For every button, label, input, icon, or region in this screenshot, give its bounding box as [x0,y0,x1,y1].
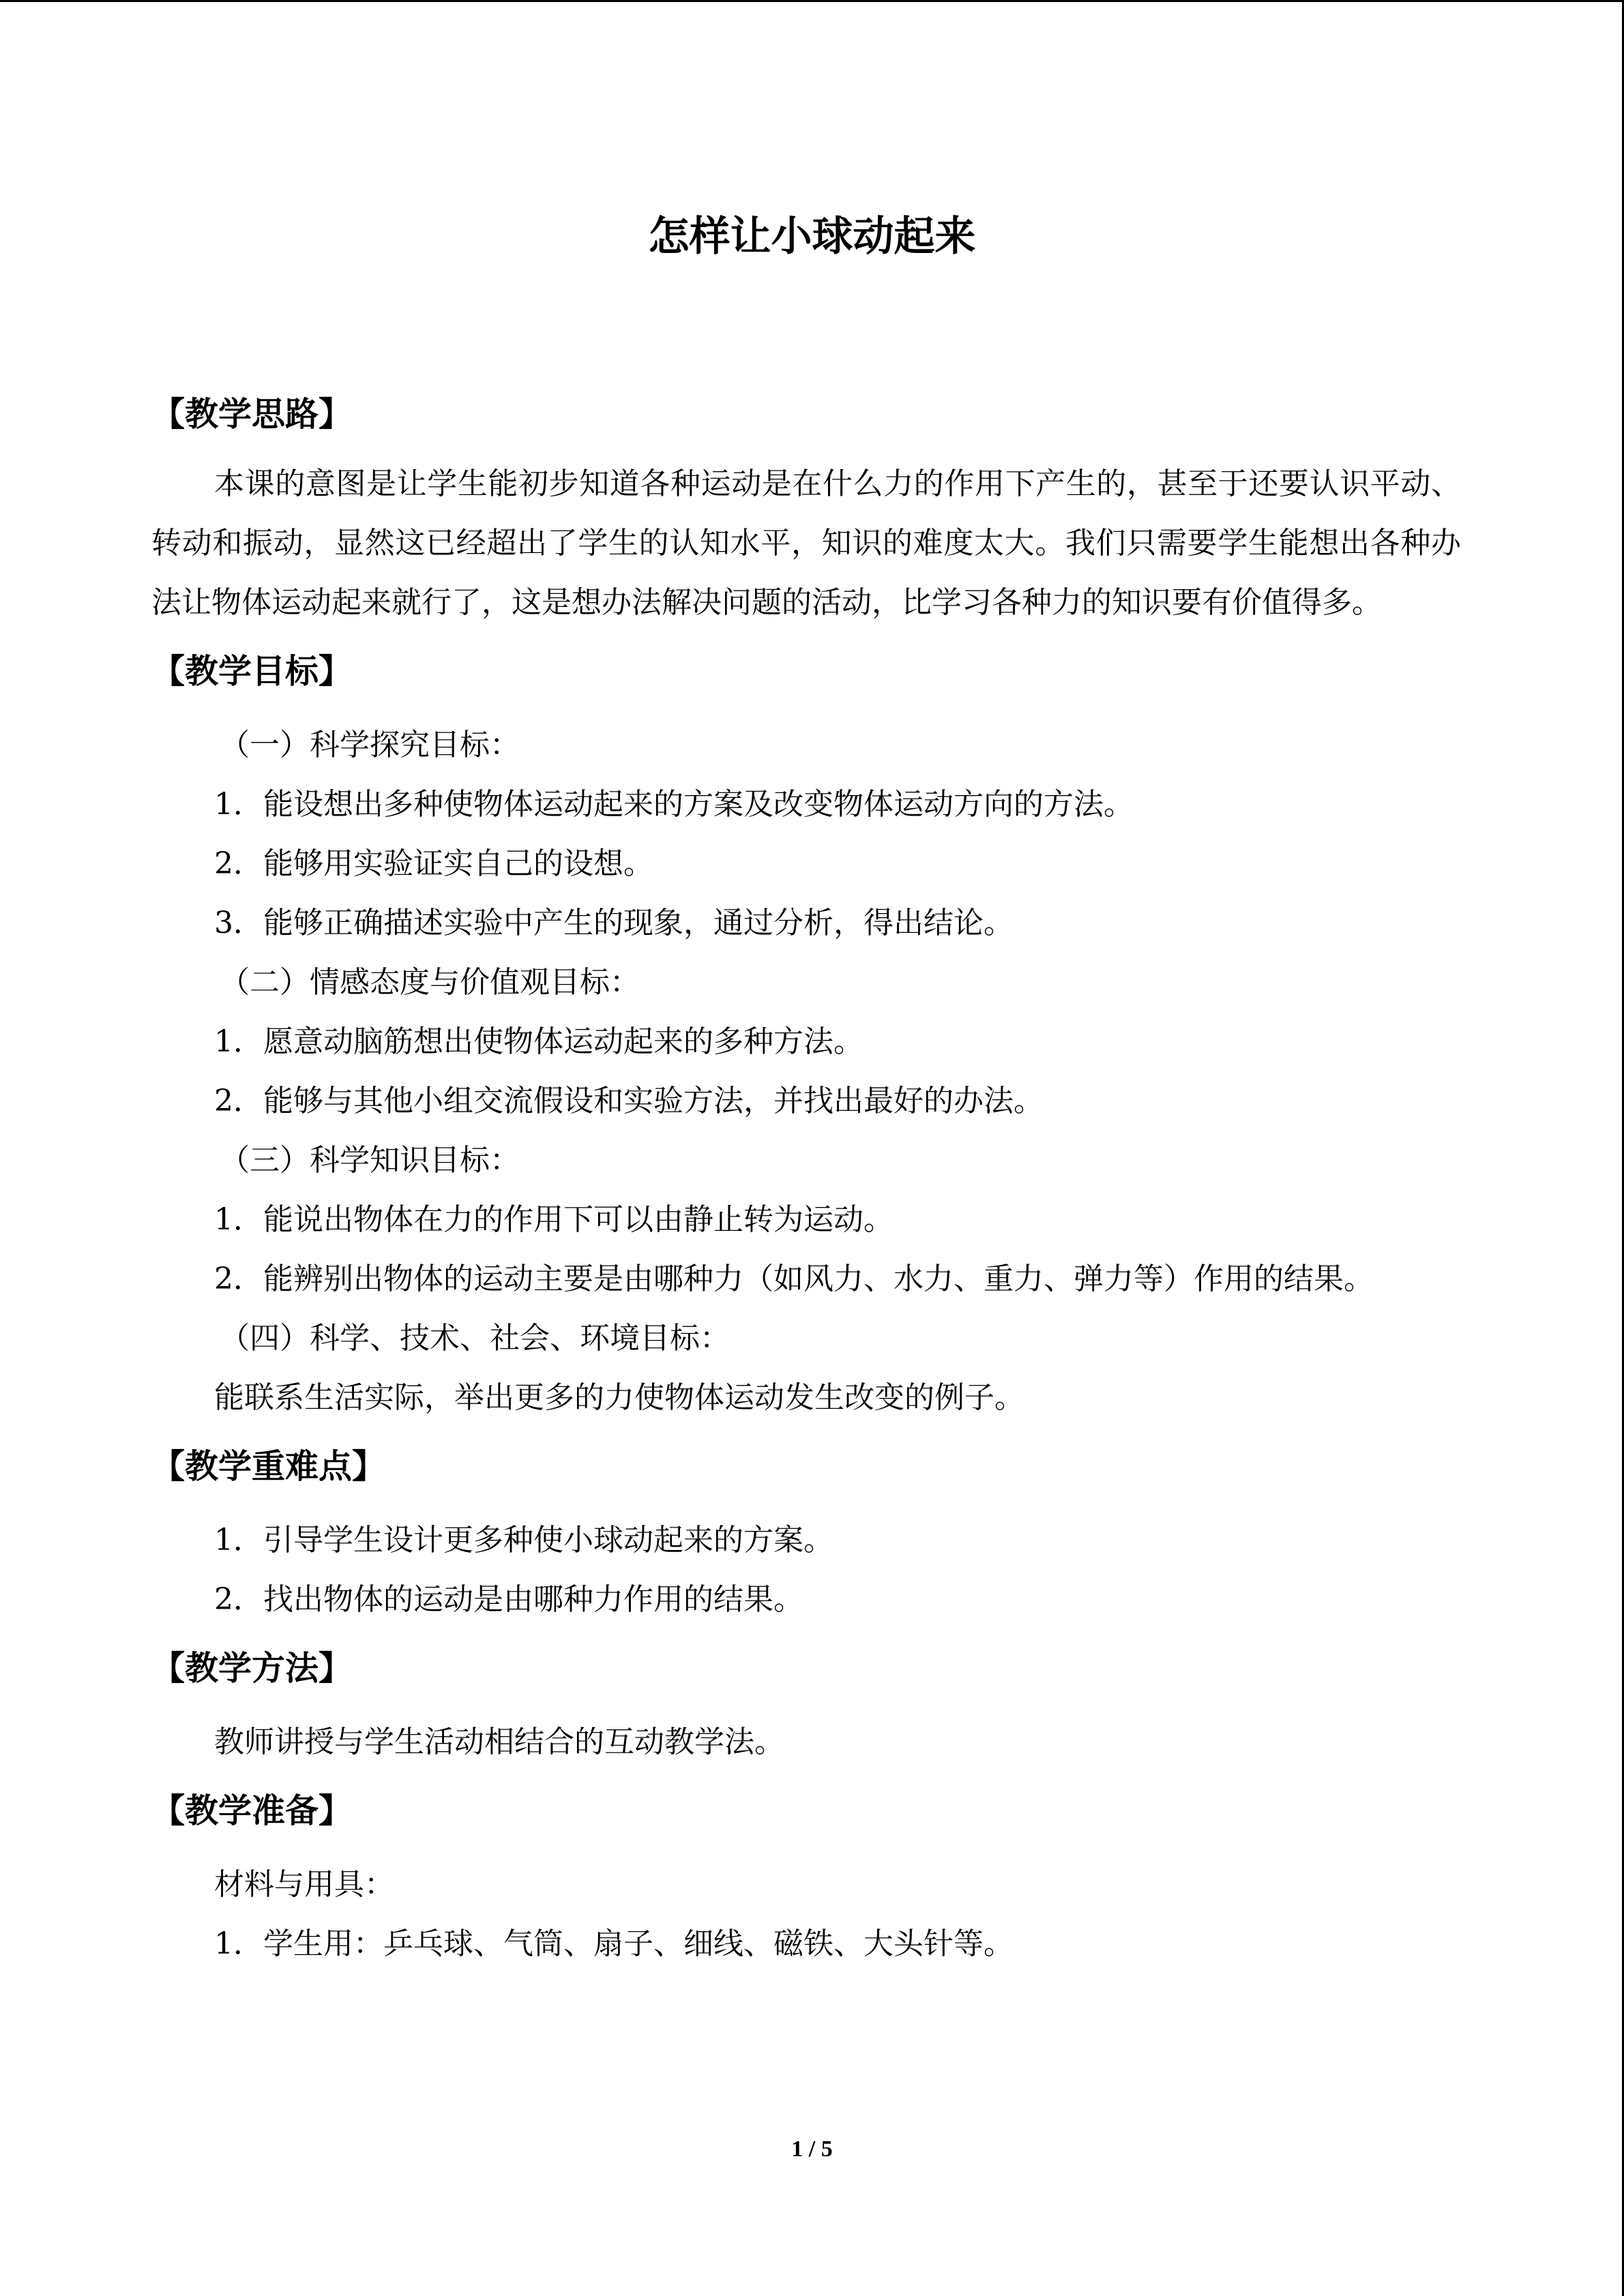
goal-line: 1．能设想出多种使物体运动起来的方案及改变物体运动方向的方法。 [214,787,1134,822]
preparation-line: 材料与用具： [214,1867,394,1902]
page-number: 1 / 5 [791,2136,833,2162]
preparation-line: 1．学生用：乒乓球、气筒、扇子、细线、磁铁、大头针等。 [214,1926,1014,1961]
goal-line: （四）科学、技术、社会、环境目标： [220,1321,730,1356]
goal-line: 1．愿意动脑筋想出使物体运动起来的多种方法。 [214,1024,863,1059]
goal-line: 2．能够与其他小组交流假设和实验方法，并找出最好的办法。 [214,1084,1044,1118]
heading-key-points: 【教学重难点】 [151,1447,386,1486]
goal-line: 1．能说出物体在力的作用下可以由静止转为运动。 [214,1202,894,1237]
goal-line: 能联系生活实际，举出更多的力使物体运动发生改变的例子。 [214,1380,1024,1415]
goal-line: （二）情感态度与价值观目标： [220,965,640,1000]
goal-line: 3．能够正确描述实验中产生的现象，通过分析，得出结论。 [214,906,1014,940]
key-point-line: 2．找出物体的运动是由哪种力作用的结果。 [214,1582,803,1617]
heading-teaching-preparation: 【教学准备】 [151,1791,353,1830]
document-title: 怎样让小球动起来 [648,213,976,260]
key-point-line: 1．引导学生设计更多种使小球动起来的方案。 [214,1523,833,1557]
goal-line: （一）科学探究目标： [220,728,520,762]
heading-teaching-methods: 【教学方法】 [151,1649,353,1688]
goal-line: （三）科学知识目标： [220,1143,520,1178]
goal-line: 2．能够用实验证实自己的设想。 [214,846,653,881]
heading-teaching-thinking: 【教学思路】 [151,395,353,434]
goal-line: 2．能辨别出物体的运动主要是由哪种力（如风力、水力、重力、弹力等）作用的结果。 [214,1262,1374,1296]
thinking-paragraph: 本课的意图是让学生能初步知道各种运动是在什么力的作用下产生的，甚至于还要认识平动、转动和振动，显然这已经超出了学生的认知水平，知识的难度太大。我们只需要学生能想出各种办法让物体运动起来就行了，这是想办法解决问题的活动，比学习各种力的知识要有价值得多。 [151,466,1461,620]
method-line: 教师讲授与学生活动相结合的互动教学法。 [214,1725,784,1759]
heading-teaching-goals: 【教学目标】 [151,652,353,691]
document-body [151,387,1461,1973]
